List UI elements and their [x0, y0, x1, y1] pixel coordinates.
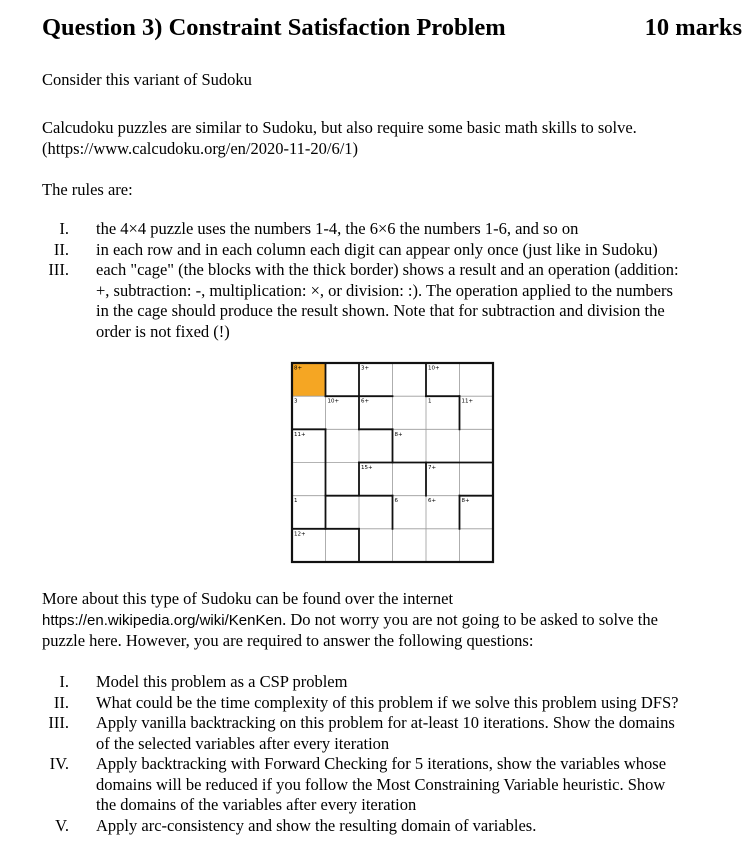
question-text-line: the domains of the variables after every iteration: [96, 795, 417, 814]
cage-clue-label: 8+: [461, 498, 470, 505]
question-text-line: Model this problem as a CSP problem: [96, 672, 348, 691]
question-number: I.: [59, 672, 69, 691]
rule-text: the 4×4 puzzle uses the numbers 1-4, the 6×6 the numbers 1-6, and so on: [96, 219, 579, 238]
description-line-2: (https://www.calcudoku.org/en/2020-11-20/6/1): [42, 139, 359, 158]
rule-number: I.: [59, 219, 69, 238]
cage-clue-label: 15+: [361, 465, 373, 471]
cage-clue-label: 8+: [394, 431, 403, 438]
more-info-line-2: [42, 609, 658, 631]
question-item: [42, 754, 742, 816]
cage-clue-label: 7+: [428, 465, 437, 471]
cage-clue-label: 11+: [294, 431, 306, 438]
question-text-line: domains will be reduced if you follow the Most Constraining Variable heuristic. Show: [96, 774, 666, 794]
cage-clue-label: 1: [294, 498, 298, 505]
question-number: IV.: [49, 754, 69, 773]
rule-text-line: in the cage should produce the result shown. Note that for subtraction and division the: [96, 301, 665, 320]
cage-clue-label: 6+: [428, 498, 437, 505]
cage-clue-label: 6: [394, 498, 398, 505]
description-line-1: Calcudoku puzzles are similar to Sudoku, but also require some basic math skills to solve.: [42, 118, 637, 137]
rule-item: [42, 260, 742, 342]
question-text-line: Apply arc-consistency and show the resulting domain of variables.: [96, 815, 537, 835]
question-item: [42, 672, 742, 693]
question-item: [42, 816, 742, 837]
more-info-line-2-rest: . Do not worry you are not going to be asked to solve the: [282, 610, 658, 629]
question-item: [42, 713, 742, 754]
rules-list: [42, 219, 742, 342]
cage-clue-label: 12+: [294, 531, 306, 538]
cage-clue-label: 3+: [361, 365, 370, 372]
rule-item: [42, 219, 742, 240]
marks-label: 10 marks: [644, 14, 742, 41]
questions-list: [42, 672, 742, 836]
rules-heading: The rules are:: [42, 180, 133, 199]
question-number: III.: [48, 713, 69, 732]
rule-item: [42, 240, 742, 261]
question-text-line: of the selected variables after every iteration: [96, 733, 390, 753]
rule-number: III.: [48, 260, 69, 279]
cage-clue-label: 8+: [294, 365, 303, 372]
rule-text: in each row and in each column each digit can appear only once (just like in Sudoku): [96, 239, 658, 259]
cage-clue-label: 11+: [461, 398, 474, 405]
rule-number: II.: [53, 239, 69, 259]
calcudoku-puzzle-grid: [290, 361, 495, 564]
cage-clue-label: 10+: [327, 398, 340, 405]
question-item: [42, 693, 742, 714]
rule-text-line: +, subtraction: -, multiplication: ×, or division: :). The operation applied to the numbers: [96, 280, 673, 300]
cage-clue-label: 3: [294, 398, 298, 405]
cage-clue-label: 1: [428, 398, 432, 405]
more-info-line-1: More about this type of Sudoku can be found over the internet: [42, 589, 454, 608]
header: [42, 14, 742, 48]
kenken-link[interactable]: https://en.wikipedia.org/wiki/KenKen: [42, 612, 283, 629]
cage-clue-label: 6+: [361, 398, 370, 405]
question-number: V.: [55, 815, 69, 835]
question-text-line: What could be the time complexity of this problem if we solve this problem using DFS?: [96, 692, 679, 712]
question-title: Question 3) Constraint Satisfaction Problem: [42, 14, 506, 41]
question-number: II.: [53, 692, 69, 712]
rule-text-line: each "cage" (the blocks with the thick border) shows a result and an operation (addition:: [96, 260, 679, 279]
question-text-line: Apply backtracking with Forward Checking for 5 iterations, show the variables whose: [96, 754, 667, 773]
more-info-line-3: puzzle here. However, you are required to answer the following questions:: [42, 631, 534, 650]
rule-text-line: order is not fixed (!): [96, 321, 230, 341]
intro-text: Consider this variant of Sudoku: [42, 70, 252, 89]
question-text-line: Apply vanilla backtracking on this problem for at-least 10 iterations. Show the domains: [96, 713, 675, 732]
cage-clue-label: 10+: [428, 365, 440, 372]
